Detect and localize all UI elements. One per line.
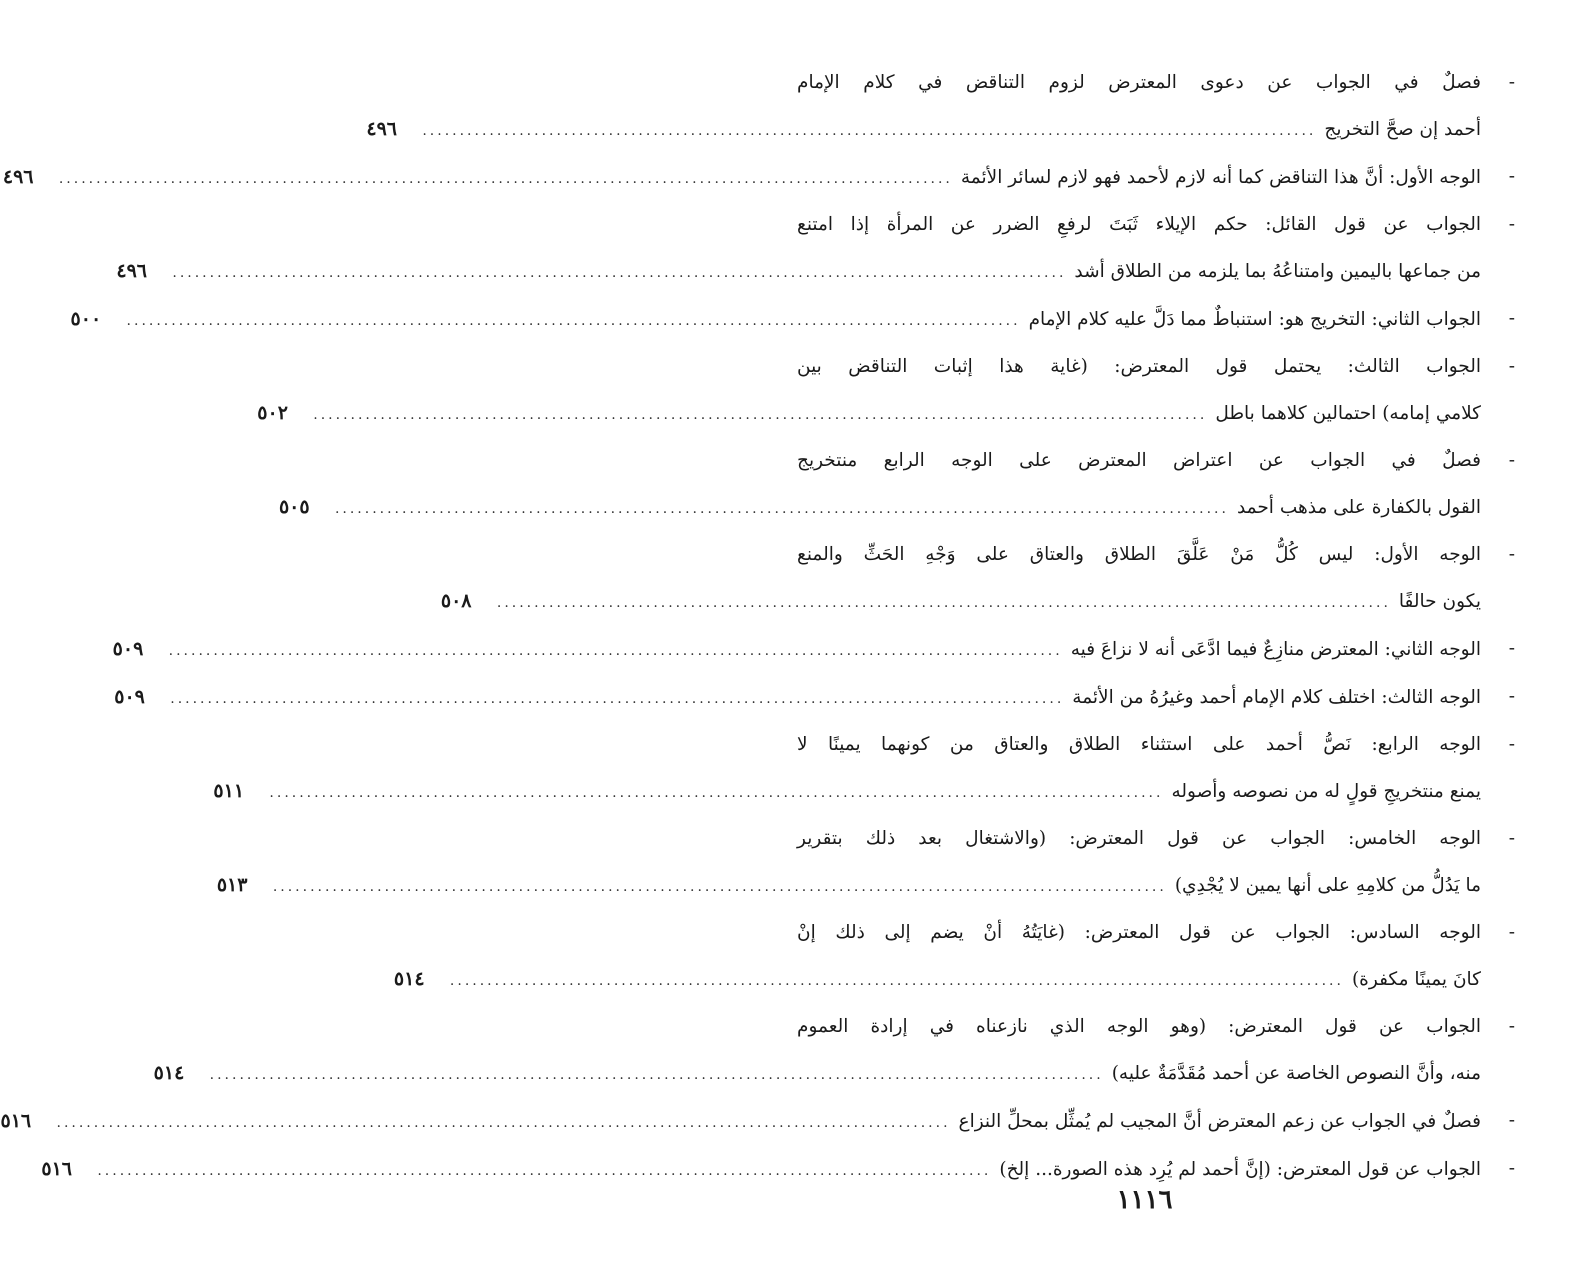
entry-last-line <box>440 578 1481 626</box>
entry-dash: - <box>1508 1016 1515 1037</box>
entry-page-number: ٥١٦ <box>41 1158 72 1180</box>
toc-entry <box>257 344 1519 438</box>
entry-dash: - <box>1508 544 1515 565</box>
entry-last-line <box>70 296 1481 344</box>
dot-leader: ........................................................................................................................ <box>126 313 1021 329</box>
entry-dash: - <box>1508 828 1515 849</box>
entry-dash: - <box>1508 166 1515 187</box>
entry-dash: - <box>1508 72 1515 93</box>
entry-page-number: ٥٠٢ <box>257 402 288 424</box>
entry-last-line <box>112 626 1481 674</box>
entry-dash: - <box>1508 1158 1515 1179</box>
entry-dash: - <box>1508 638 1515 659</box>
entry-last-line <box>257 390 1481 438</box>
entry-last-line <box>153 1050 1481 1098</box>
entry-text-line: الجواب عن قول المعترض: (وهو الوجه الذي نازعناه في إرادة العموم <box>797 1016 1481 1037</box>
entry-title: كلامي إمامه) احتمالين كلاهما باطل <box>1215 403 1481 424</box>
entry-last-line <box>366 106 1481 154</box>
entry-page-number: ٥١١ <box>213 780 245 802</box>
toc-entry <box>116 202 1519 296</box>
entry-page-number: ٤٩٦ <box>366 118 397 140</box>
entry-title: ما يَدُلُّ من كلامِهِ على أنها يمين لا يُجْدِي) <box>1174 875 1481 896</box>
toc-entry <box>70 296 1519 344</box>
dot-leader: ........................................................................................................................ <box>496 595 1391 611</box>
entry-page-number: ٥٠٨ <box>440 590 472 612</box>
entry-page-number: ٥٠٠ <box>70 308 102 330</box>
entry-page-number: ٤٩٦ <box>2 166 34 188</box>
dot-leader: ........................................................................................................................ <box>269 785 1164 801</box>
dot-leader: ........................................................................................................................ <box>172 265 1067 281</box>
toc-entry <box>114 674 1519 722</box>
dot-leader: ........................................................................................................................ <box>334 501 1229 517</box>
toc-entry <box>366 60 1519 154</box>
entry-page-number: ٥١٣ <box>216 874 248 896</box>
toc-entry <box>112 626 1519 674</box>
entry-last-line <box>213 768 1481 816</box>
toc-entry <box>2 154 1519 202</box>
entry-title: القول بالكفارة على مذهب أحمد <box>1236 497 1481 518</box>
entry-title: كانَ يمينًا مكفرة) <box>1351 969 1481 990</box>
dot-leader: ........................................................................................................................ <box>422 123 1317 139</box>
dot-leader: ........................................................................................................................ <box>58 171 953 187</box>
entry-text-line: الوجه الرابع: نَصُّ أحمد على استثناء الطلاق والعتاق من كونهما يمينًا لا <box>797 734 1481 755</box>
entry-last-line <box>114 674 1481 722</box>
dot-leader: ........................................................................................................................ <box>56 1115 951 1131</box>
dot-leader: ........................................................................................................................ <box>170 691 1065 707</box>
entry-text-line: فصلٌ في الجواب عن اعتراض المعترض على الوجه الرابع منتخريج <box>797 450 1481 471</box>
entry-last-line <box>393 956 1481 1004</box>
entry-title: أحمد إن صحَّ التخريج <box>1324 119 1481 140</box>
dot-leader: ........................................................................................................................ <box>168 643 1063 659</box>
table-of-contents <box>0 60 1519 1194</box>
entry-dash: - <box>1508 450 1515 471</box>
entry-dash: - <box>1508 734 1515 755</box>
entry-last-line <box>2 154 1481 202</box>
dot-leader: ........................................................................................................................ <box>313 407 1208 423</box>
entry-title: الجواب الثاني: التخريج هو: استنباطٌ مما دَلَّ عليه كلام الإمام <box>1028 309 1481 330</box>
entry-title: فصلٌ في الجواب عن زعم المعترض أنَّ المجيب لم يُمثِّل بمحلِّ النزاع <box>958 1111 1481 1132</box>
entry-dash: - <box>1508 308 1515 329</box>
entry-text-line: الوجه الأول: ليس كُلُّ مَنْ عَلَّقَ الطلاق والعتاق على وَجْهِ الحَثِّ والمنع <box>797 544 1481 565</box>
entry-title: من جماعها باليمين وامتناعُهُ بما يلزمه من الطلاق أشد <box>1074 261 1481 282</box>
entry-title: يكون حالفًا <box>1398 591 1481 612</box>
entry-title: يمنع منتخريجِ قولٍ له من نصوصه وأصوله <box>1171 781 1481 802</box>
toc-entry <box>440 532 1519 626</box>
entry-last-line <box>0 1098 1481 1146</box>
toc-entry <box>216 816 1519 910</box>
entry-page-number: ٥٠٩ <box>112 638 144 660</box>
entry-page-number: ٥٠٥ <box>278 496 310 518</box>
toc-entry <box>278 438 1519 532</box>
entry-title: الوجه الثالث: اختلف كلام الإمام أحمد وغيرُهُ من الأئمة <box>1072 687 1481 708</box>
entry-title: الجواب عن قول المعترض: (إنَّ أحمد لم يُرِد هذه الصورة... إلخ) <box>999 1159 1481 1180</box>
entry-dash: - <box>1508 686 1515 707</box>
entry-text-line: الوجه السادس: الجواب عن قول المعترض: (غايَتُهُ أنْ يضم إلى ذلك إنْ <box>797 922 1481 943</box>
entry-dash: - <box>1508 1110 1515 1131</box>
dot-leader: ........................................................................................................................ <box>449 973 1344 989</box>
page-number-footer: ١١١٦ <box>1116 1185 1173 1215</box>
toc-entry <box>0 1098 1519 1146</box>
entry-text-line: الجواب عن قول القائل: حكم الإيلاء ثَبَتَ لرفعِ الضرر عن المرأة إذا امتنع <box>797 214 1481 235</box>
entry-page-number: ٥١٤ <box>153 1062 185 1084</box>
entry-text-line: فصلٌ في الجواب عن دعوى المعترض لزوم التناقض في كلام الإمام <box>797 72 1481 93</box>
entry-last-line <box>216 862 1481 910</box>
entry-text-line: الوجه الخامس: الجواب عن قول المعترض: (والاشتغال بعد ذلك بتقرير <box>797 828 1481 849</box>
dot-leader: ........................................................................................................................ <box>97 1163 992 1179</box>
entry-dash: - <box>1508 214 1515 235</box>
entry-title: منه، وأنَّ النصوص الخاصة عن أحمد مُقَدَّمَةٌ عليه) <box>1111 1063 1481 1084</box>
entry-page-number: ٥٠٩ <box>114 686 145 708</box>
dot-leader: ........................................................................................................................ <box>272 879 1167 895</box>
entry-page-number: ٤٩٦ <box>116 260 147 282</box>
dot-leader: ........................................................................................................................ <box>209 1067 1104 1083</box>
toc-entry <box>393 910 1519 1004</box>
entry-text-line: الجواب الثالث: يحتمل قول المعترض: (غاية هذا إثبات التناقض بين <box>797 356 1481 377</box>
entry-dash: - <box>1508 922 1515 943</box>
entry-last-line <box>116 248 1481 296</box>
entry-page-number: ٥١٤ <box>393 968 425 990</box>
toc-entry <box>213 722 1519 816</box>
entry-page-number: ٥١٦ <box>0 1110 32 1132</box>
entry-last-line <box>278 484 1481 532</box>
entry-dash: - <box>1508 356 1515 377</box>
toc-entry <box>153 1004 1519 1098</box>
entry-title: الوجه الأول: أنَّ هذا التناقض كما أنه لازم لأحمد فهو لازم لسائر الأئمة <box>960 167 1481 188</box>
entry-title: الوجه الثاني: المعترض منازِعٌ فيما ادَّعَى أنه لا نزاعَ فيه <box>1070 639 1481 660</box>
